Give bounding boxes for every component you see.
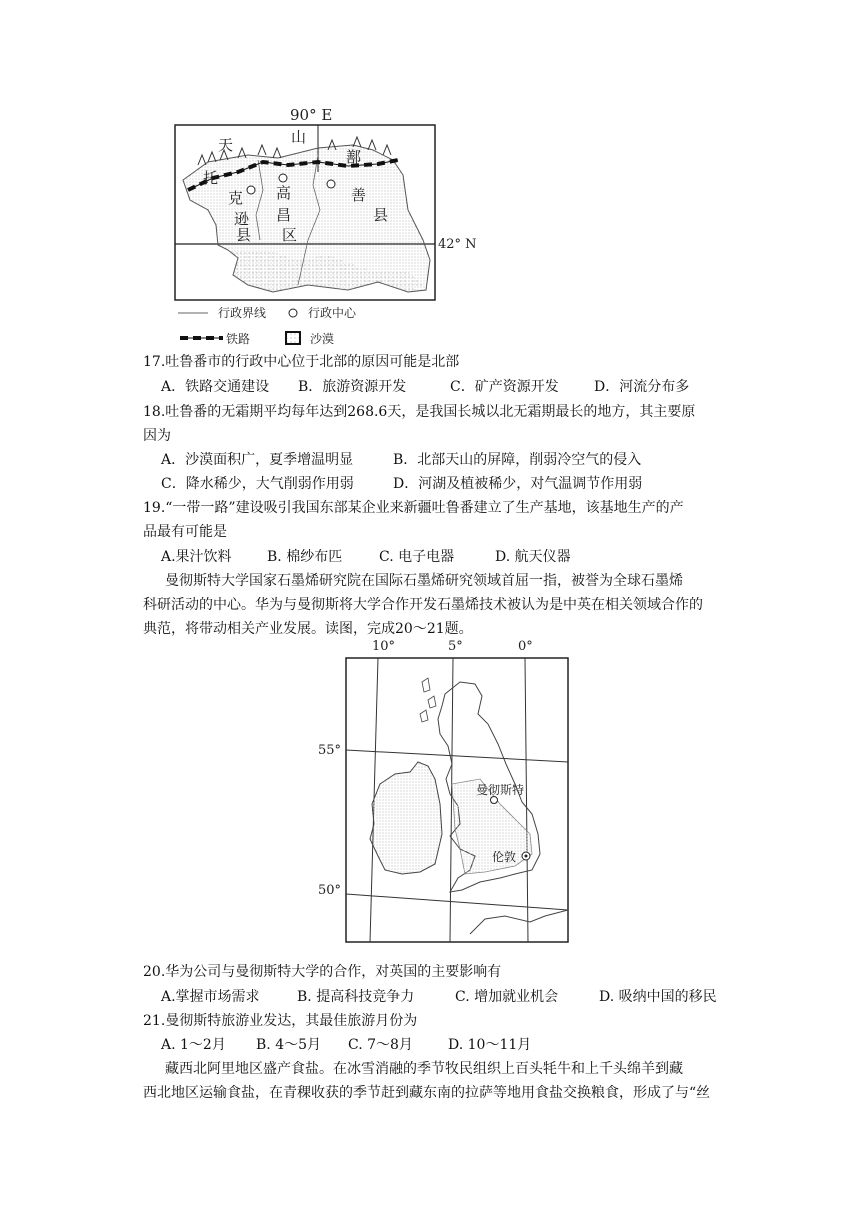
admin-center-shanshan [327,180,335,188]
q18-stem-line1: 18.吐鲁番的无霜期平均每年达到268.6天，是我国长城以北无霜期最长的地方，其主要原 [143,404,696,420]
q18-option-a[interactable]: A．沙漠面积广，夏季增温明显 [161,452,354,468]
q17-option-c[interactable]: C．矿产资源开发 [450,379,559,395]
q21-option-d[interactable]: D. 10～11月 [448,1037,532,1053]
legend-center-symbol [289,309,297,317]
meridian-label: 90° E [290,106,333,124]
lon-label-5: 5° [448,639,463,654]
q17-stem: 17.吐鲁番市的行政中心位于北部的原因可能是北部 [143,354,460,370]
q21-option-b[interactable]: B. 4～5月 [256,1037,322,1053]
admin-center-toksun [247,186,255,194]
legend-boundary-label: 行政界线 [218,306,267,320]
q19-option-b[interactable]: B. 棉纱布匹 [267,549,343,565]
q18-option-d[interactable]: D．河湖及植被稀少，对气温调节作用弱 [393,476,643,492]
q19-option-d[interactable]: D. 航天仪器 [495,549,571,565]
manchester-label: 曼彻斯特 [476,783,525,797]
q19-option-a[interactable]: A.果汁饮料 [161,549,232,565]
lat-label-55: 55° [318,743,342,758]
q20-options [161,988,717,1006]
q20-option-b[interactable]: B. 提高科技竞争力 [297,989,415,1005]
q21-option-c[interactable]: C. 7～8月 [348,1037,413,1053]
place-char: 托 [203,169,219,187]
q18-stem-line2: 因为 [143,428,171,444]
legend-railway-label: 铁路 [226,332,251,346]
place-char: 区 [282,226,298,244]
turpan-map-legend-row2 [178,329,418,349]
passage2-line2: 科研活动的中心。华为与曼彻斯将大学合作开发石墨烯技术被认为是中英在相关领域合作的 [143,597,703,613]
q18-options-row2 [161,475,642,493]
q17-option-a[interactable]: A．铁路交通建设 [161,379,270,395]
britain-map [310,634,585,946]
place-char: 善 [351,186,367,204]
q18-option-c[interactable]: C．降水稀少，大气削弱作用弱 [161,476,354,492]
place-char: 昌 [276,206,292,224]
q18-option-b[interactable]: B．北部天山的屏障，削弱冷空气的侵入 [393,452,642,468]
q19-stem-line2: 品最有可能是 [143,524,227,540]
ireland-outline [370,762,442,874]
turpan-map [168,100,488,330]
legend-desert-symbol [286,332,300,344]
q19-option-c[interactable]: C. 电子电器 [379,549,455,565]
q21-options [161,1036,531,1054]
place-char: 山 [291,128,307,146]
q20-stem: 20.华为公司与曼彻斯特大学的合作，对英国的主要影响有 [143,964,502,980]
q19-stem-line1: 19.“一带一路”建设吸引我国东部某企业来新疆吐鲁番建立了生产基地，该基地生产的产 [143,500,684,516]
place-char: 天 [218,136,234,154]
q20-option-c[interactable]: C. 增加就业机会 [455,989,559,1005]
q20-option-d[interactable]: D. 吸纳中国的移民 [599,989,717,1005]
lon-label-10: 10° [372,639,396,654]
q18-options-row1 [161,451,641,469]
legend-desert-label: 沙漠 [310,332,335,346]
q21-option-a[interactable]: A. 1～2月 [161,1037,226,1053]
place-char: 逊 [234,210,250,228]
continent-coast [470,910,568,934]
q17-option-b[interactable]: B．旅游资源开发 [298,379,407,395]
place-char: 县 [373,206,389,224]
legend-center-label: 行政中心 [308,306,357,320]
q17-option-d[interactable]: D．河流分布多 [594,379,690,395]
place-char: 鄯 [346,148,362,166]
place-char: 克 [228,189,244,207]
lon-label-0: 0° [518,639,533,654]
passage3-line2: 西北地区运输食盐，在青稞收获的季节赶到藏东南的拉萨等地用食盐交换粮食，形成了与“丝 [143,1085,711,1101]
passage3-line1: 藏西北阿里地区盛产食盐。在冰雪消融的季节牧民组织上百头牦牛和上千头绵羊到藏 [165,1061,683,1077]
london-label: 伦敦 [492,850,517,864]
passage2-line1: 曼彻斯特大学国家石墨烯研究院在国际石墨烯研究领域首屈一指，被誉为全球石墨烯 [165,573,683,589]
q21-stem: 21.曼彻斯特旅游业发达，其最佳旅游月份为 [143,1013,418,1029]
lat-label-50: 50° [318,883,342,898]
passage2-line3: 典范，将带动相关产业发展。读图，完成20～21题。 [143,621,473,637]
q19-options [161,548,571,566]
place-char: 县 [236,226,252,244]
island [420,678,436,722]
parallel-label: 42° N [438,237,477,252]
q17-options [161,378,689,396]
place-char: 高 [276,184,292,202]
q20-option-a[interactable]: A.掌握市场需求 [161,989,260,1005]
manchester-marker [491,797,498,804]
admin-center-gaochang [279,174,287,182]
